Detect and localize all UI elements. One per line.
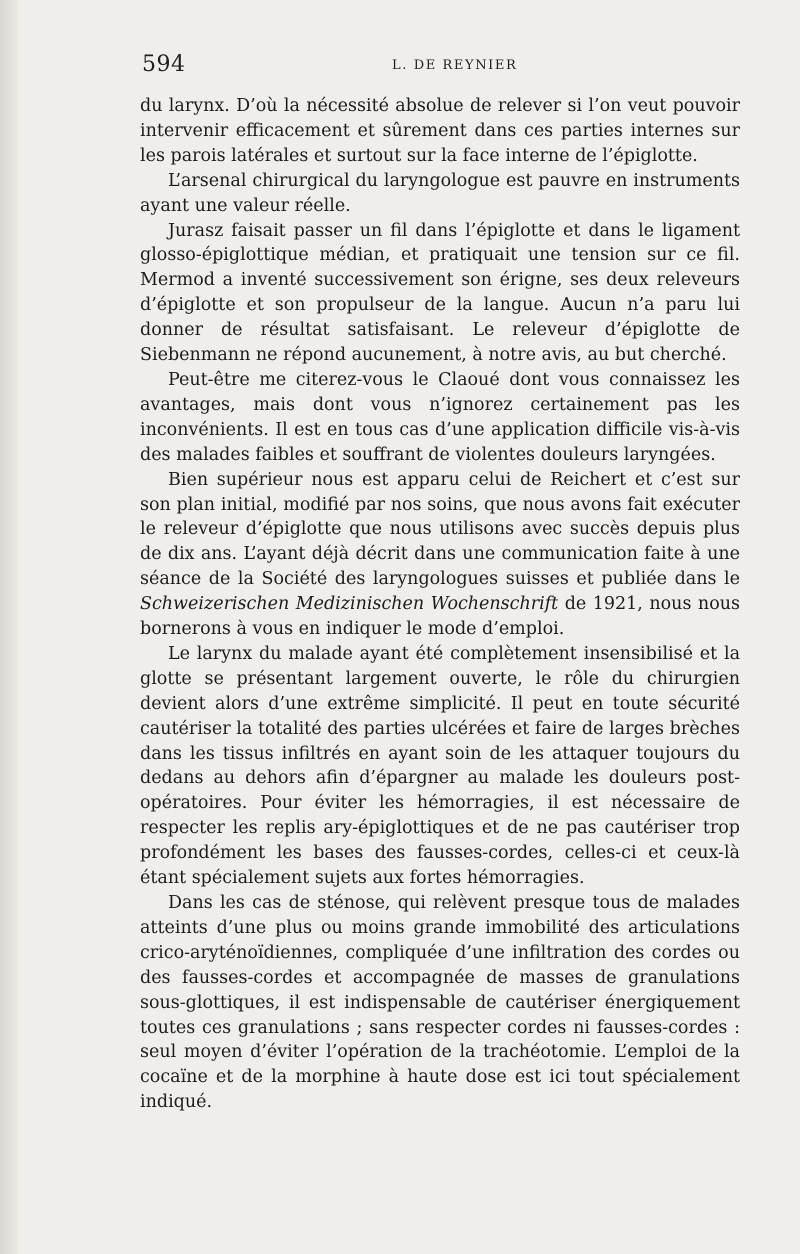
journal-title: Schweizerischen Medizinischen Wochenschrift xyxy=(140,594,559,615)
paragraph-larynx: Le larynx du malade ayant été complètement insensibilisé et la glotte se présentant largement ouverte, le rôle du chirurgien devient alors d’une extrême simplicité. Il peut en toute sécurité cautériser la totalité des parties ulcérées et faire de larges brèches dans les tissus infiltrés en ayant soin de les attaquer toujours du dedans au dehors afin d’épargner au malade les douleurs post-opératoires. Pour éviter les hémorragies, il est nécessaire de respecter les replis ary-épiglottiques et de ne pas cautériser trop profondément les bases des fausses-cordes, celles-ci et ceux-là étant spécialement sujets aux fortes hémorragies. xyxy=(140,643,740,889)
body-text xyxy=(140,94,740,1115)
paragraph-reichert-text: Bien supérieur nous est apparu celui de Reichert et c’est sur son plan initial, modifié par nos soins, que nous avons fait exécuter le releveur d’épiglotte que nous utilisons avec succès depuis plus de dix ans. L’ayant déjà décrit dans une communication faite à une séance de la Société des laryngologues suisses et publiée dans le xyxy=(140,469,740,590)
paragraph-continuation: du larynx. D’où la nécessité absolue de relever si l’on veut pouvoir intervenir efficacement et sûrement dans ces parties internes sur les parois latérales et surtout sur la face interne de l’épiglotte. xyxy=(140,96,740,166)
page-number: 594 xyxy=(142,52,186,77)
paragraph-reichert-text-end: de 1921, nous nous bornerons à vous en indiquer le mode d’emploi. xyxy=(140,594,740,640)
paragraph-jurasz: Jurasz faisait passer un fil dans l’épiglotte et dans le ligament glosso-épiglottique médian, et pratiquait une tension sur ce fil. Mermod a inventé successivement son érigne, ses deux releveurs d’épiglotte et son propulseur de la langue. Aucun n’a paru lui donner de résultat satisfaisant. Le releveur d’épiglotte de Siebenmann ne répond aucunement, à notre avis, au but cherché. xyxy=(140,220,740,366)
running-head: L. DE REYNIER xyxy=(392,58,518,73)
paragraph-arsenal: L’arsenal chirurgical du laryngologue est pauvre en instruments ayant une valeur réelle. xyxy=(140,170,740,216)
page-edge-shadow xyxy=(0,0,18,1254)
paragraph-reichert xyxy=(140,468,740,642)
paragraph-claoue: Peut-être me citerez-vous le Claoué dont vous connaissez les avantages, mais dont vous n’ignorez certainement pas les inconvénients. Il est en tous cas d’une application difficile vis-à-vis des malades faibles et souffrant de violentes douleurs laryngées. xyxy=(140,369,740,465)
paragraph-stenose: Dans les cas de sténose, qui relèvent presque tous de malades atteints d’une plus ou moins grande immobilité des articulations crico-aryténoïdiennes, compliquée d’une infiltration des cordes ou des fausses-cordes et accompagnée de masses de granulations sous-glottiques, il est indispensable de cautériser énergiquement toutes ces granulations ; sans respecter cordes ni fausses-cordes : seul moyen d’éviter l’opération de la trachéotomie. L’emploi de la cocaïne et de la morphine à haute dose est ici tout spécialement indiqué. xyxy=(140,893,740,1113)
page-header xyxy=(142,52,738,82)
